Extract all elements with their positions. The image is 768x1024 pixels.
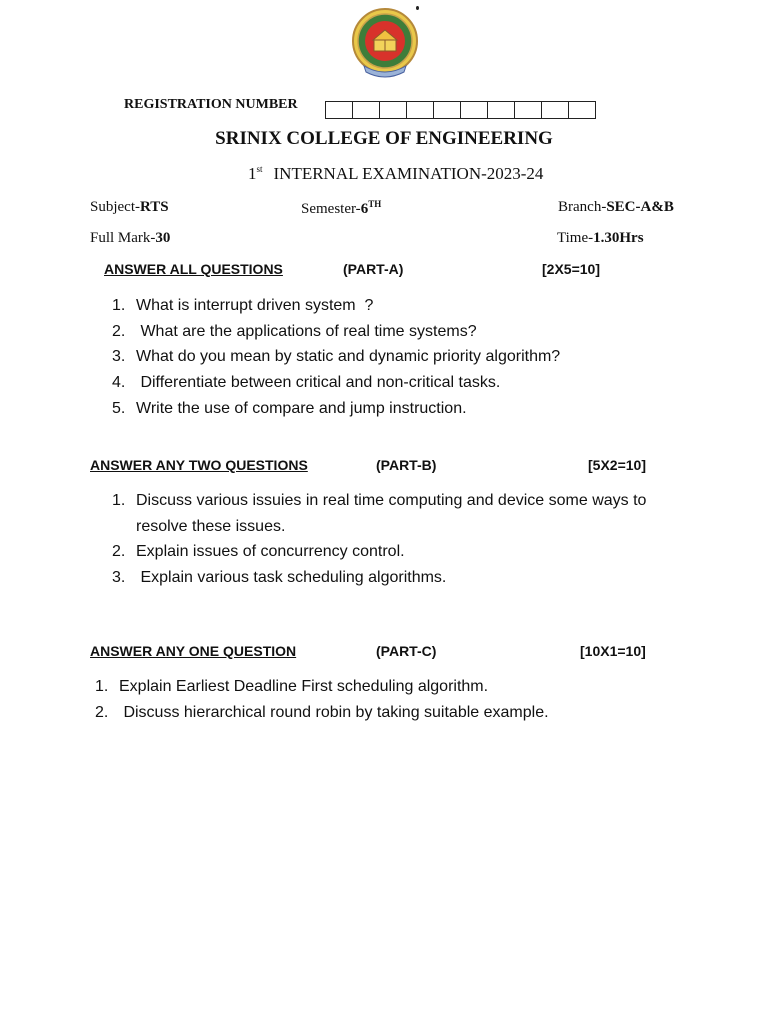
question-number: 1. — [95, 678, 109, 695]
part-b-questions — [112, 488, 646, 591]
question-text: What do you mean by static and dynamic priority algorithm? — [136, 348, 561, 366]
part-c-label: (PART-C) — [376, 643, 437, 659]
question-number: 1. — [112, 492, 126, 509]
branch-value: SEC-A&B — [606, 199, 674, 215]
registration-digit-box[interactable] — [406, 101, 434, 119]
question-item — [112, 514, 646, 540]
branch-label: Branch- — [558, 199, 607, 215]
semester-field — [301, 199, 381, 218]
exam-title — [248, 164, 543, 184]
part-a-instruction: ANSWER ALL QUESTIONS — [104, 261, 283, 277]
college-name: SRINIX COLLEGE OF ENGINEERING — [215, 128, 553, 149]
question-text: Explain various task scheduling algorithms. — [136, 569, 447, 587]
exam-name: INTERNAL EXAMINATION-2023-24 — [273, 164, 544, 183]
question-number: 2. — [112, 322, 126, 340]
question-text: Discuss various issuies in real time computing and device some ways to — [136, 492, 647, 509]
question-text: What is interrupt driven system ? — [136, 297, 374, 314]
fullmark-label: Full Mark- — [90, 230, 156, 246]
registration-digit-box[interactable] — [541, 101, 569, 119]
part-a-marks: [2X5=10] — [542, 261, 600, 277]
fullmark-value: 30 — [155, 230, 171, 246]
time-field — [557, 230, 644, 247]
question-item — [95, 700, 549, 726]
semester-label: Semester- — [301, 201, 361, 217]
question-number: 2. — [95, 703, 109, 721]
registration-digit-box[interactable] — [568, 101, 596, 119]
question-text: Write the use of compare and jump instruction. — [136, 399, 467, 417]
part-b-marks: [5X2=10] — [588, 457, 646, 473]
question-text: Explain issues of concurrency control. — [136, 543, 405, 561]
question-number: 2. — [112, 543, 126, 561]
part-a-questions — [112, 293, 560, 422]
subject-label: Subject- — [90, 199, 140, 215]
question-number: 4. — [112, 374, 126, 392]
mark-dot — [416, 6, 419, 10]
question-number: 3. — [112, 348, 126, 366]
registration-digit-box[interactable] — [352, 101, 380, 119]
question-item — [112, 396, 560, 422]
registration-digit-box[interactable] — [487, 101, 515, 119]
registration-number-boxes — [326, 101, 596, 119]
registration-digit-box[interactable] — [514, 101, 542, 119]
question-item — [112, 539, 646, 565]
question-item — [112, 565, 646, 591]
question-text: What are the applications of real time systems? — [136, 322, 477, 340]
part-c-questions — [95, 674, 549, 725]
subject-value: RTS — [140, 199, 169, 215]
time-label: Time- — [557, 230, 594, 246]
semester-value: 6 — [360, 201, 369, 217]
question-text: Discuss hierarchical round robin by taking suitable example. — [119, 703, 549, 721]
fullmark-field — [90, 230, 170, 247]
part-b-instruction: ANSWER ANY TWO QUESTIONS — [90, 457, 308, 473]
question-item — [112, 370, 560, 396]
question-item — [112, 488, 646, 514]
branch-field — [558, 199, 674, 216]
question-number — [112, 514, 136, 540]
question-number: 3. — [112, 569, 126, 587]
part-c-instruction: ANSWER ANY ONE QUESTION — [90, 643, 297, 659]
subject-field — [90, 199, 169, 216]
part-c-marks: [10X1=10] — [580, 643, 646, 659]
registration-digit-box[interactable] — [433, 101, 461, 119]
registration-digit-box[interactable] — [325, 101, 353, 119]
question-text: Differentiate between critical and non-critical tasks. — [136, 374, 501, 392]
registration-label: REGISTRATION NUMBER — [124, 97, 298, 112]
question-item — [112, 344, 560, 370]
part-a-label: (PART-A) — [343, 261, 404, 277]
question-item — [112, 319, 560, 345]
question-item — [95, 674, 549, 700]
part-b-label: (PART-B) — [376, 457, 437, 473]
question-number: 5. — [112, 399, 126, 417]
question-text: resolve these issues. — [136, 517, 286, 535]
question-item — [112, 293, 560, 319]
question-text: Explain Earliest Deadline First scheduling algorithm. — [119, 678, 489, 695]
registration-digit-box[interactable] — [379, 101, 407, 119]
college-seal-logo-icon — [350, 6, 420, 78]
time-value: 1.30Hrs — [593, 230, 644, 246]
semester-suffix: TH — [368, 199, 382, 209]
exam-number: 1 — [248, 164, 257, 183]
registration-digit-box[interactable] — [460, 101, 488, 119]
exam-suffix: st — [256, 164, 263, 175]
question-number: 1. — [112, 297, 126, 314]
